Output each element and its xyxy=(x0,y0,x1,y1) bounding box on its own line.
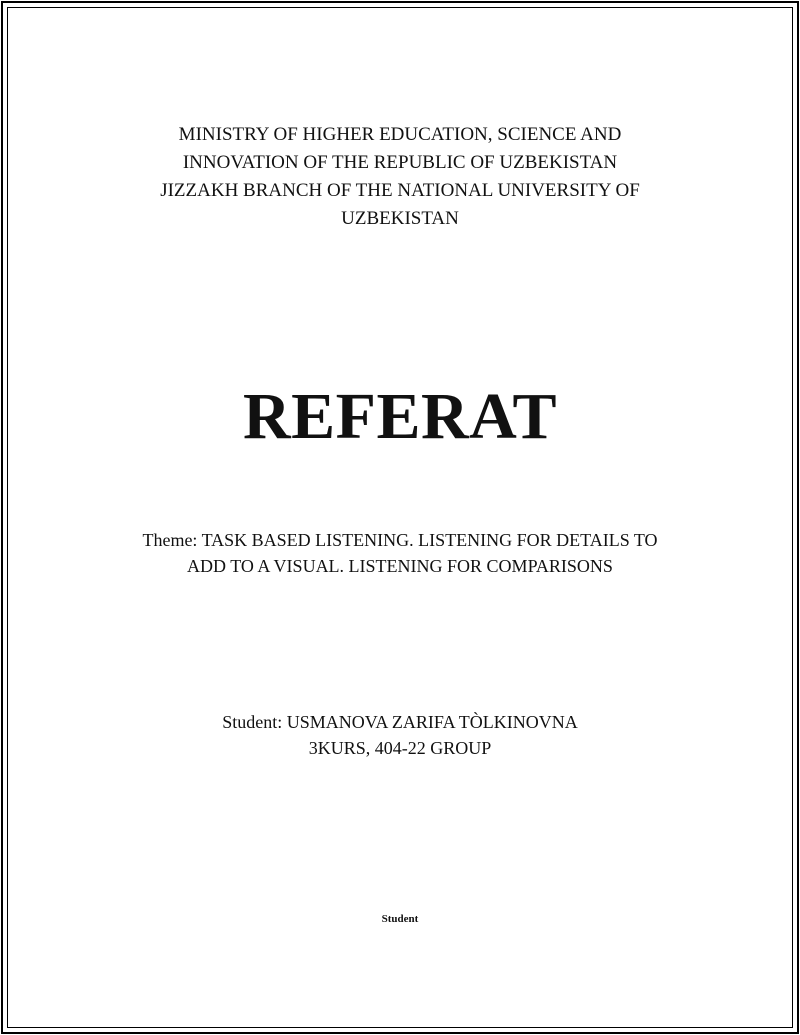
student-block xyxy=(60,709,740,761)
theme-line: Theme: TASK BASED LISTENING. LISTENING FOR DETAILS TO xyxy=(142,530,658,550)
header-line: MINISTRY OF HIGHER EDUCATION, SCIENCE AND xyxy=(178,124,622,145)
student-group: 3KURS, 404-22 GROUP xyxy=(308,738,492,758)
theme-block xyxy=(60,527,740,579)
header-line: JIZZAKH BRANCH OF THE NATIONAL UNIVERSITY OF xyxy=(160,180,640,201)
institution-header xyxy=(60,121,740,233)
header-line: INNOVATION OF THE REPUBLIC OF UZBEKISTAN xyxy=(182,152,618,173)
student-name: Student: USMANOVA ZARIFA TÒLKINOVNA xyxy=(222,712,578,732)
footer-label: Student xyxy=(381,913,419,925)
theme-line: ADD TO A VISUAL. LISTENING FOR COMPARISONS xyxy=(187,556,613,576)
header-line: UZBEKISTAN xyxy=(341,208,459,229)
document-title: REFERAT xyxy=(243,380,557,453)
